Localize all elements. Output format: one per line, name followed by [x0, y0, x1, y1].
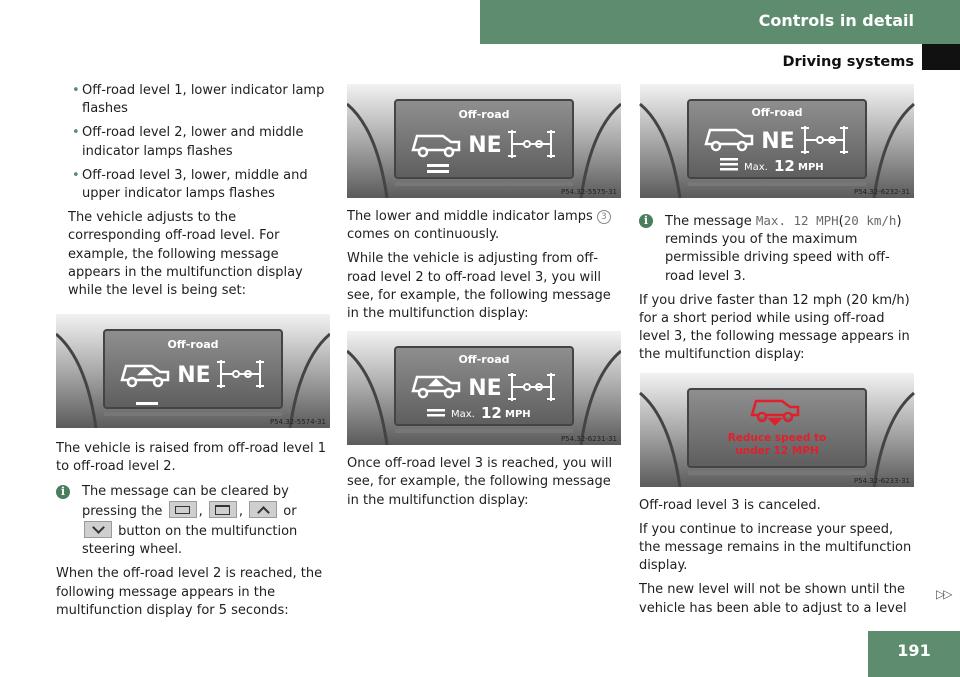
- callout-number: 3: [597, 210, 611, 224]
- text: comes on continuously.: [347, 227, 500, 243]
- figure-offroad-level2: [347, 84, 621, 198]
- info-note: [639, 212, 917, 286]
- paragraph: When the off-road level 2 is reached, the following message appears in the multifunction display for 5 seconds:: [56, 566, 323, 618]
- display-title: Off-road: [458, 108, 510, 121]
- display-title: Off-road: [751, 106, 803, 119]
- subsection-title: Driving systems: [782, 54, 914, 70]
- display-title: Off-road: [167, 338, 219, 352]
- display-back-button-icon: [209, 501, 237, 518]
- note-text: reminds you of the maximum permissible driving speed with off-road level 3.: [665, 232, 890, 284]
- display-button-icon: [169, 501, 197, 518]
- info-icon: i: [56, 485, 70, 499]
- paragraph: The vehicle is raised from off-road level 1 to off-road level 2.: [56, 441, 327, 475]
- level-indicator-bar: [427, 170, 449, 173]
- warning-line-1: Reduce speed to: [727, 431, 827, 444]
- header-tab-marker: [922, 44, 960, 70]
- note-text: The message can be cleared by pressing the: [82, 483, 289, 519]
- speed-unit: MPH: [798, 162, 824, 173]
- paragraph: [347, 208, 623, 244]
- speed-value: 12: [774, 157, 795, 175]
- paragraph: Once off-road level 3 is reached, you will see, for example, the following message in the multifunction display:: [347, 456, 613, 508]
- figure-code: P54.32-6233-31: [853, 476, 910, 485]
- paragraph: The new level will not be shown until the vehicle has been able to adjust to a level: [639, 582, 907, 616]
- level-indicator-bar: [136, 402, 158, 405]
- display-message-text: Max. 12 MPH: [755, 213, 839, 228]
- paren: ): [896, 214, 902, 229]
- warning-line-2: under 12 MPH: [735, 444, 819, 457]
- bullet-item: • Off-road level 1, lower indicator lamp flashes: [56, 82, 332, 118]
- paragraph: If you continue to increase your speed, the message remains in the multifunction display.: [639, 521, 912, 574]
- direction-label: NE: [468, 133, 502, 158]
- paragraph: If you drive faster than 12 mph (20 km/h) for a short period while using off-road level 3, the following message appears in the multifunction display:: [639, 292, 910, 363]
- direction-label: NE: [761, 129, 795, 154]
- paren: (: [838, 214, 844, 229]
- figure-code: P54.32-6231-31: [560, 435, 617, 444]
- figure-code: P54.32-6232-31: [853, 188, 910, 196]
- figure-offroad-level3: [639, 84, 915, 198]
- bullet-item: • Off-road level 3, lower, middle and upper indicator lamps flashes: [56, 167, 332, 203]
- info-note: [56, 483, 332, 560]
- speed-unit: MPH: [505, 409, 531, 421]
- continue-marker: ▷▷: [936, 587, 951, 601]
- speed-value: 12: [481, 404, 502, 423]
- level-indicator-bar: [720, 163, 738, 166]
- level-indicator-bar: [427, 164, 449, 167]
- column-1: [56, 82, 332, 626]
- bullet-item: • Off-road level 2, lower and middle indicator lamps flashes: [56, 124, 332, 160]
- direction-label: NE: [468, 376, 502, 402]
- figure-code: P54.32-5574-31: [269, 418, 326, 427]
- info-icon: i: [639, 214, 653, 228]
- paragraph: While the vehicle is adjusting from off-road level 2 to off-road level 3, you will see, for example, the following message in the multifunction display:: [347, 251, 611, 322]
- level-indicator-bar: [720, 168, 738, 171]
- max-label: Max.: [451, 409, 475, 421]
- figure-offroad-adjusting: [347, 331, 621, 445]
- direction-label: NE: [177, 363, 211, 389]
- separator: ,: [198, 503, 203, 519]
- display-message-text: 20 km/h: [843, 213, 897, 228]
- level-indicator-bar: [720, 158, 738, 161]
- figure-offroad-raising: [56, 314, 330, 428]
- note-text: The message: [665, 214, 752, 229]
- note-text: button on the multifunction steering wheel.: [82, 524, 298, 558]
- page-number: 191: [868, 631, 960, 677]
- paragraph: The vehicle adjusts to the corresponding off-road level. For example, the following message appears in the multifunction display while the level is being set:: [68, 210, 303, 299]
- max-label: Max.: [744, 162, 768, 173]
- level-indicator-bar: [427, 414, 445, 417]
- column-2: [347, 82, 623, 516]
- paragraph: Off-road level 3 is canceled.: [639, 497, 821, 513]
- level-indicator-bar: [427, 409, 445, 412]
- figure-code: P54.32-5575-31: [560, 188, 617, 196]
- section-title: Controls in detail: [758, 11, 914, 30]
- figure-reduce-speed-warning: [639, 373, 915, 487]
- up-arrow-button-icon: [249, 501, 277, 518]
- separator: or: [283, 503, 297, 519]
- separator: ,: [238, 503, 243, 519]
- down-arrow-button-icon: [84, 521, 112, 538]
- column-3: [639, 82, 917, 624]
- display-title: Off-road: [458, 353, 510, 367]
- text: The lower and middle indicator lamps: [347, 209, 593, 224]
